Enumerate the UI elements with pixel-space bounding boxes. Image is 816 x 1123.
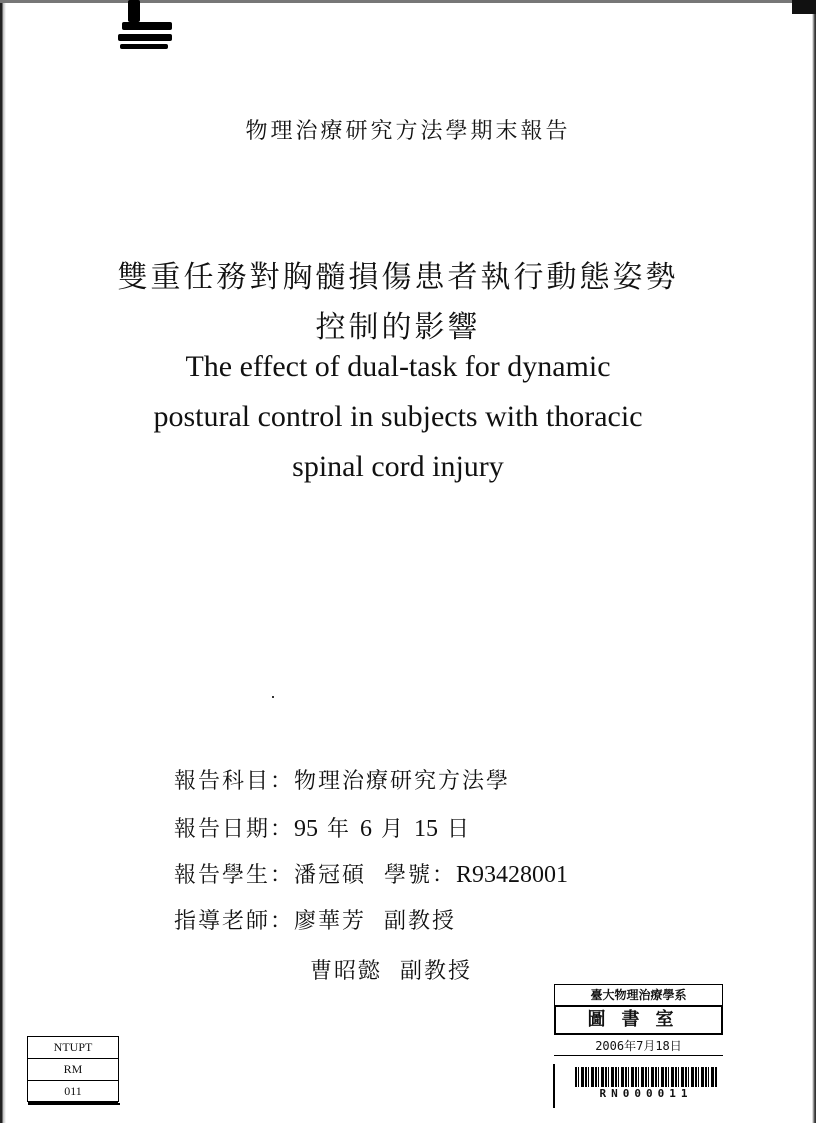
title-en-line-3: spinal cord injury bbox=[292, 450, 504, 483]
stamp-dept: 臺大物理治療學系 bbox=[554, 984, 723, 1005]
barcode-number: RN000011 bbox=[599, 1087, 693, 1100]
advisor-2-name: 曹昭懿 bbox=[310, 959, 383, 984]
student-label: 報告學生： bbox=[174, 863, 295, 888]
date-year-unit: 年 bbox=[318, 817, 361, 842]
subject-value: 物理治療研究方法學 bbox=[294, 769, 511, 794]
info-advisor bbox=[174, 904, 456, 935]
binder-clip-mark bbox=[118, 0, 178, 50]
subject-label: 報告科目： bbox=[174, 769, 295, 794]
scan-corner-mark bbox=[792, 0, 816, 14]
student-id: R93428001 bbox=[456, 862, 569, 888]
student-id-label: 學號： bbox=[384, 863, 457, 888]
scan-edge-left bbox=[0, 0, 6, 1123]
scan-speck bbox=[272, 696, 274, 698]
date-label: 報告日期： bbox=[174, 817, 295, 842]
advisor-label: 指導老師： bbox=[174, 909, 295, 934]
date-day-unit: 日 bbox=[438, 817, 472, 842]
call-number-line-1: NTUPT bbox=[28, 1037, 118, 1059]
info-date bbox=[174, 812, 471, 843]
date-year: 95 bbox=[294, 816, 319, 842]
course-title: 物理治療研究方法學期末報告 bbox=[245, 119, 571, 144]
advisor-1-title: 副教授 bbox=[384, 909, 457, 934]
library-stamp bbox=[554, 984, 723, 1056]
title-en-line-1: The effect of dual-task for dynamic bbox=[185, 350, 611, 383]
date-month-unit: 月 bbox=[372, 817, 415, 842]
title-zh-line-2: 控制的影響 bbox=[315, 310, 481, 345]
title-en-line-2: postural control in subjects with thoracic bbox=[153, 400, 643, 433]
barcode-border bbox=[553, 1064, 555, 1108]
date-month: 6 bbox=[360, 816, 373, 842]
date-day: 15 bbox=[414, 816, 439, 842]
stamp-room: 圖書室 bbox=[554, 1005, 723, 1035]
call-number-box bbox=[27, 1036, 119, 1102]
advisor-1-name: 廖華芳 bbox=[294, 909, 367, 934]
student-name: 潘冠碩 bbox=[294, 863, 367, 888]
call-number-underline bbox=[28, 1103, 120, 1105]
info-subject bbox=[174, 764, 510, 795]
info-student bbox=[174, 858, 568, 889]
scan-edge-right bbox=[812, 0, 816, 1123]
call-number-line-3: 011 bbox=[28, 1081, 118, 1103]
title-zh-line-1: 雙重任務對胸髓損傷患者執行動態姿勢 bbox=[117, 260, 679, 295]
barcode bbox=[575, 1067, 717, 1087]
stamp-date: 2006年7月18日 bbox=[554, 1035, 723, 1056]
info-advisor-2 bbox=[310, 954, 472, 985]
advisor-2-title: 副教授 bbox=[400, 959, 473, 984]
call-number-line-2: RM bbox=[28, 1059, 118, 1081]
